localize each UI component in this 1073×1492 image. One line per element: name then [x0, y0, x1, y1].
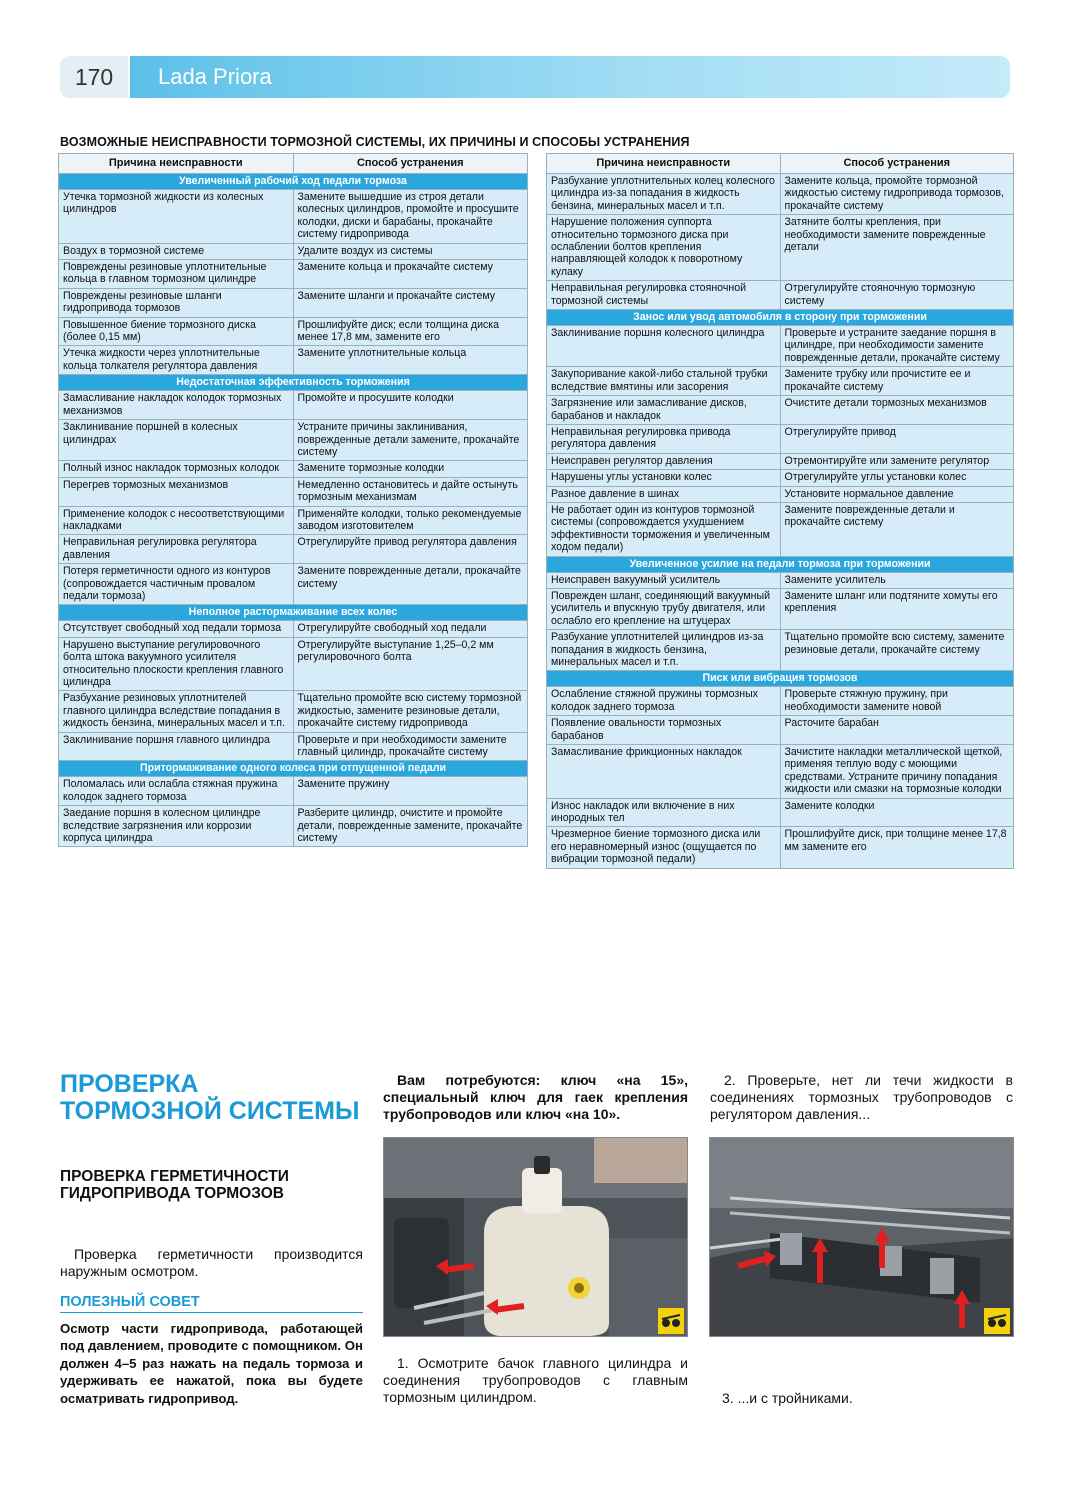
table-section-header	[59, 174, 528, 190]
remedy-cell: Устраните причины заклинивания, поврежденные детали замените, прокачайте систему	[293, 420, 528, 461]
remedy-cell: Замените колодки	[780, 798, 1014, 827]
table-row	[59, 190, 528, 244]
page-number: 170	[74, 64, 114, 90]
cause-cell: Неправильная регулировка регулятора давления	[59, 535, 294, 564]
remedy-cell: Замените вышедшие из строя детали колесных цилиндров, промойте и просушите колодки, диски и барабаны, прокачайте систему гидропривода	[293, 190, 528, 244]
faults-table-left-body	[59, 174, 528, 847]
remedy-cell: Отрегулируйте углы установки колес	[780, 470, 1014, 486]
intro-paragraph: Проверка герметичности производится наружным осмотром.	[60, 1246, 363, 1279]
faults-table-left	[58, 153, 528, 847]
header-remedy: Способ устранения	[293, 154, 528, 174]
remedy-cell: Отрегулируйте свободный ход педали	[293, 621, 528, 637]
cause-cell: Поврежден шланг, соединяющий вакуумный усилитель и впускную трубу двигателя, или ослабло его крепление на штуцерах	[547, 588, 781, 629]
remedy-cell: Затяните болты крепления, при необходимости замените поврежденные детали	[780, 215, 1014, 281]
faults-table-right-body	[547, 174, 1014, 869]
remedy-cell: Замените кольца, промойте тормозной жидкостью систему гидропривода тормозов, прокачайте систему	[780, 174, 1014, 215]
remedy-cell: Промойте и просушите колодки	[293, 391, 528, 420]
cause-cell: Замасливание накладок колодок тормозных механизмов	[59, 391, 294, 420]
remedy-cell: Прошлифуйте диск, при толщине менее 17,8 мм замените его	[780, 827, 1014, 868]
table-row	[59, 260, 528, 289]
remedy-cell: Тщательно промойте всю систему, замените резиновые детали, прокачайте систему	[780, 630, 1014, 671]
table-row	[547, 486, 1014, 502]
cause-cell: Чрезмерное биение тормозного диска или его неравномерный износ (ощущается по вибрации тормозной педали)	[547, 827, 781, 868]
table-row	[547, 174, 1014, 215]
table-row	[59, 506, 528, 535]
faults-table-right	[546, 153, 1014, 869]
remedy-cell: Отрегулируйте стояночную тормозную систему	[780, 281, 1014, 310]
header-cause: Причина неисправности	[59, 154, 294, 174]
table-row	[547, 687, 1014, 716]
tip-text: Осмотр части гидропривода, работающей под давлением, проводите с помощником. Он должен 4–5 раз нажать на педаль тормоза и удерживать ее нажатой, пока вы будете осматривать гидропривод.	[60, 1321, 363, 1406]
remedy-cell: Замените усилитель	[780, 572, 1014, 588]
table-row	[547, 326, 1014, 367]
book-title: Lada Priora	[158, 64, 272, 89]
section-header-text: Недостаточная эффективность торможения	[59, 375, 528, 391]
table-row	[547, 588, 1014, 629]
cause-cell: Неисправен вакуумный усилитель	[547, 572, 781, 588]
remedy-cell: Замените уплотнительные кольца	[293, 346, 528, 375]
step-2-caption: 2. Проверьте, нет ли течи жидкости в соединениях тормозных трубопроводов с регулятором давления...	[710, 1072, 1013, 1122]
remedy-cell: Отрегулируйте привод регулятора давления	[293, 535, 528, 564]
table-row	[59, 420, 528, 461]
photo-master-cylinder	[383, 1137, 688, 1337]
table-row	[59, 317, 528, 346]
remedy-cell: Немедленно остановитесь и дайте остынуть тормозным механизмам	[293, 477, 528, 506]
cause-cell: Замасливание фрикционных накладок	[547, 745, 781, 799]
remedy-cell: Разберите цилиндр, очистите и промойте детали, поврежденные замените, прокачайте систему	[293, 806, 528, 847]
table-row	[547, 470, 1014, 486]
table-row	[547, 798, 1014, 827]
section-header-text: Увеличенное усилие на педали тормоза при торможении	[547, 556, 1014, 572]
cause-cell: Потеря герметичности одного из контуров (сопровождается частичным провалом педали тормоза)	[59, 564, 294, 605]
table-row	[547, 281, 1014, 310]
section-header-text: Увеличенный рабочий ход педали тормоза	[59, 174, 528, 190]
header-cause: Причина неисправности	[547, 154, 781, 174]
cause-cell: Утечка тормозной жидкости из колесных цилиндров	[59, 190, 294, 244]
cause-cell: Перегрев тормозных механизмов	[59, 477, 294, 506]
table-row	[547, 367, 1014, 396]
remedy-cell: Расточите барабан	[780, 716, 1014, 745]
table-section-header	[547, 671, 1014, 687]
remedy-cell: Замените шланги и прокачайте систему	[293, 288, 528, 317]
table-row	[547, 215, 1014, 281]
remedy-cell: Проверьте и при необходимости замените главный цилиндр, прокачайте систему	[293, 732, 528, 761]
photo-pressure-regulator	[709, 1137, 1014, 1337]
table-row	[59, 243, 528, 259]
cause-cell: Заклинивание поршней в колесных цилиндрах	[59, 420, 294, 461]
remedy-cell: Тщательно промойте всю систему тормозной жидкостью, замените резиновые детали, прокачайте систему гидропривода	[293, 691, 528, 732]
section-header-text: Занос или увод автомобиля в сторону при торможении	[547, 310, 1014, 326]
table-row	[547, 745, 1014, 799]
table-row	[547, 396, 1014, 425]
cause-cell: Заклинивание поршня колесного цилиндра	[547, 326, 781, 367]
cause-cell: Разбухание резиновых уплотнителей главного цилиндра вследствие попадания в жидкость бензина, минеральных масел и т.п.	[59, 691, 294, 732]
cause-cell: Нарушены углы установки колес	[547, 470, 781, 486]
cause-cell: Поломалась или ослабла стяжная пружина колодок заднего тормоза	[59, 777, 294, 806]
cause-cell: Повреждены резиновые шланги гидропривода тормозов	[59, 288, 294, 317]
table-row	[547, 502, 1014, 556]
table-row	[59, 288, 528, 317]
section-subtitle: ПРОВЕРКА ГЕРМЕТИЧНОСТИ ГИДРОПРИВОДА ТОРМОЗОВ	[60, 1168, 289, 1202]
remedy-cell: Замените тормозные колодки	[293, 461, 528, 477]
remedy-cell: Проверьте стяжную пружину, при необходимости замените новой	[780, 687, 1014, 716]
step-1-caption: 1. Осмотрите бачок главного цилиндра и соединения трубопроводов с главным тормозным цилиндром.	[383, 1355, 688, 1405]
cause-cell: Разное давление в шинах	[547, 486, 781, 502]
cause-cell: Неправильная регулировка привода регулятора давления	[547, 424, 781, 453]
remedy-cell: Применяйте колодки, только рекомендуемые заводом изготовителем	[293, 506, 528, 535]
cause-cell: Нарушение положения суппорта относительно тормозного диска при ослаблении болтов крепления направляющей колодок к поворотному кулаку	[547, 215, 781, 281]
cause-cell: Не работает один из контуров тормозной системы (сопровождается ухудшением эффективности торможения и увеличенным ходом педали)	[547, 502, 781, 556]
tip-title: ПОЛЕЗНЫЙ СОВЕТ	[60, 1294, 363, 1313]
cause-cell: Заклинивание поршня главного цилиндра	[59, 732, 294, 761]
remedy-cell: Отремонтируйте или замените регулятор	[780, 453, 1014, 469]
section-header-text: Писк или вибрация тормозов	[547, 671, 1014, 687]
remedy-cell: Замените поврежденные детали, прокачайте систему	[293, 564, 528, 605]
cause-cell: Разбухание уплотнителей цилиндров из-за попадания в жидкость бензина, минеральных масел и т.п.	[547, 630, 781, 671]
table-row	[59, 461, 528, 477]
cause-cell: Неправильная регулировка стояночной тормозной системы	[547, 281, 781, 310]
remedy-cell: Замените шланг или подтяните хомуты его крепления	[780, 588, 1014, 629]
table-row	[547, 716, 1014, 745]
table-row	[59, 346, 528, 375]
cause-cell: Ослабление стяжной пружины тормозных колодок заднего тормоза	[547, 687, 781, 716]
table-row	[59, 691, 528, 732]
cause-cell: Закупоривание какой-либо стальной трубки вследствие вмятины или засорения	[547, 367, 781, 396]
cause-cell: Появление овальности тормозных барабанов	[547, 716, 781, 745]
cause-cell: Загрязнение или замасливание дисков, барабанов и накладок	[547, 396, 781, 425]
section-header-text: Неполное растормаживание всех колес	[59, 605, 528, 621]
table-row	[59, 637, 528, 691]
remedy-cell: Замените пружину	[293, 777, 528, 806]
remedy-cell: Замените кольца и прокачайте систему	[293, 260, 528, 289]
table-row	[59, 535, 528, 564]
table-row	[59, 777, 528, 806]
remedy-cell: Прошлифуйте диск; если толщина диска менее 17,8 мм, замените его	[293, 317, 528, 346]
cause-cell: Воздух в тормозной системе	[59, 243, 294, 259]
table-header-row	[59, 154, 528, 174]
remedy-cell: Установите нормальное давление	[780, 486, 1014, 502]
table-row	[547, 630, 1014, 671]
table-row	[547, 827, 1014, 868]
remedy-cell: Отрегулируйте выступание 1,25–0,2 мм регулировочного болта	[293, 637, 528, 691]
section-header-text: Притормаживание одного колеса при отпущенной педали	[59, 761, 528, 777]
remedy-cell: Замените трубку или прочистите ее и прокачайте систему	[780, 367, 1014, 396]
table-section-header	[59, 761, 528, 777]
table-row	[59, 732, 528, 761]
table-section-header	[59, 605, 528, 621]
cause-cell: Повышенное биение тормозного диска (более 0,15 мм)	[59, 317, 294, 346]
table-row	[547, 424, 1014, 453]
table-section-header	[547, 310, 1014, 326]
cause-cell: Неисправен регулятор давления	[547, 453, 781, 469]
remedy-cell: Очистите детали тормозных механизмов	[780, 396, 1014, 425]
cause-cell: Отсутствует свободный ход педали тормоза	[59, 621, 294, 637]
header-remedy: Способ устранения	[780, 154, 1014, 174]
cause-cell: Полный износ накладок тормозных колодок	[59, 461, 294, 477]
cause-cell: Нарушено выступание регулировочного болта штока вакуумного усилителя относительно плоскости крепления главного цилиндра	[59, 637, 294, 691]
table-row	[59, 564, 528, 605]
table-section-header	[547, 556, 1014, 572]
cause-cell: Разбухание уплотнительных колец колесного цилиндра из-за попадания в жидкость бензина, минеральных масел и т.п.	[547, 174, 781, 215]
table-title: ВОЗМОЖНЫЕ НЕИСПРАВНОСТИ ТОРМОЗНОЙ СИСТЕМЫ, ИХ ПРИЧИНЫ И СПОСОБЫ УСТРАНЕНИЯ	[60, 135, 690, 149]
table-row	[59, 621, 528, 637]
table-header-row	[547, 154, 1014, 174]
cause-cell: Износ накладок или включение в них инородных тел	[547, 798, 781, 827]
table-row	[59, 391, 528, 420]
cause-cell: Заедание поршня в колесном цилиндре вследствие загрязнения или коррозии корпуса цилиндра	[59, 806, 294, 847]
remedy-cell: Замените поврежденные детали и прокачайте систему	[780, 502, 1014, 556]
tools-paragraph: Вам потребуются: ключ «на 15», специальный ключ для гаек крепления трубопроводов или ключ «на 10».	[383, 1072, 688, 1122]
table-row	[59, 806, 528, 847]
step-3-caption: 3. ...и с тройниками.	[722, 1390, 853, 1406]
table-row	[59, 477, 528, 506]
table-row	[547, 572, 1014, 588]
cause-cell: Повреждены резиновые уплотнительные кольца в главном тормозном цилиндре	[59, 260, 294, 289]
remedy-cell: Удалите воздух из системы	[293, 243, 528, 259]
remedy-cell: Зачистите накладки металлической щеткой, применяя теплую воду с моющими средствами. Устраните причину попадания жидкости или смазки на тормозные колодки	[780, 745, 1014, 799]
table-row	[547, 453, 1014, 469]
remedy-cell: Проверьте и устраните заедание поршня в цилиндре, при необходимости замените поврежденные детали, прокачайте систему	[780, 326, 1014, 367]
remedy-cell: Отрегулируйте привод	[780, 424, 1014, 453]
section-title: ПРОВЕРКА ТОРМОЗНОЙ СИСТЕМЫ	[60, 1070, 360, 1125]
cause-cell: Утечка жидкости через уплотнительные кольца толкателя регулятора давления	[59, 346, 294, 375]
cause-cell: Применение колодок с несоответствующими накладками	[59, 506, 294, 535]
table-section-header	[59, 375, 528, 391]
